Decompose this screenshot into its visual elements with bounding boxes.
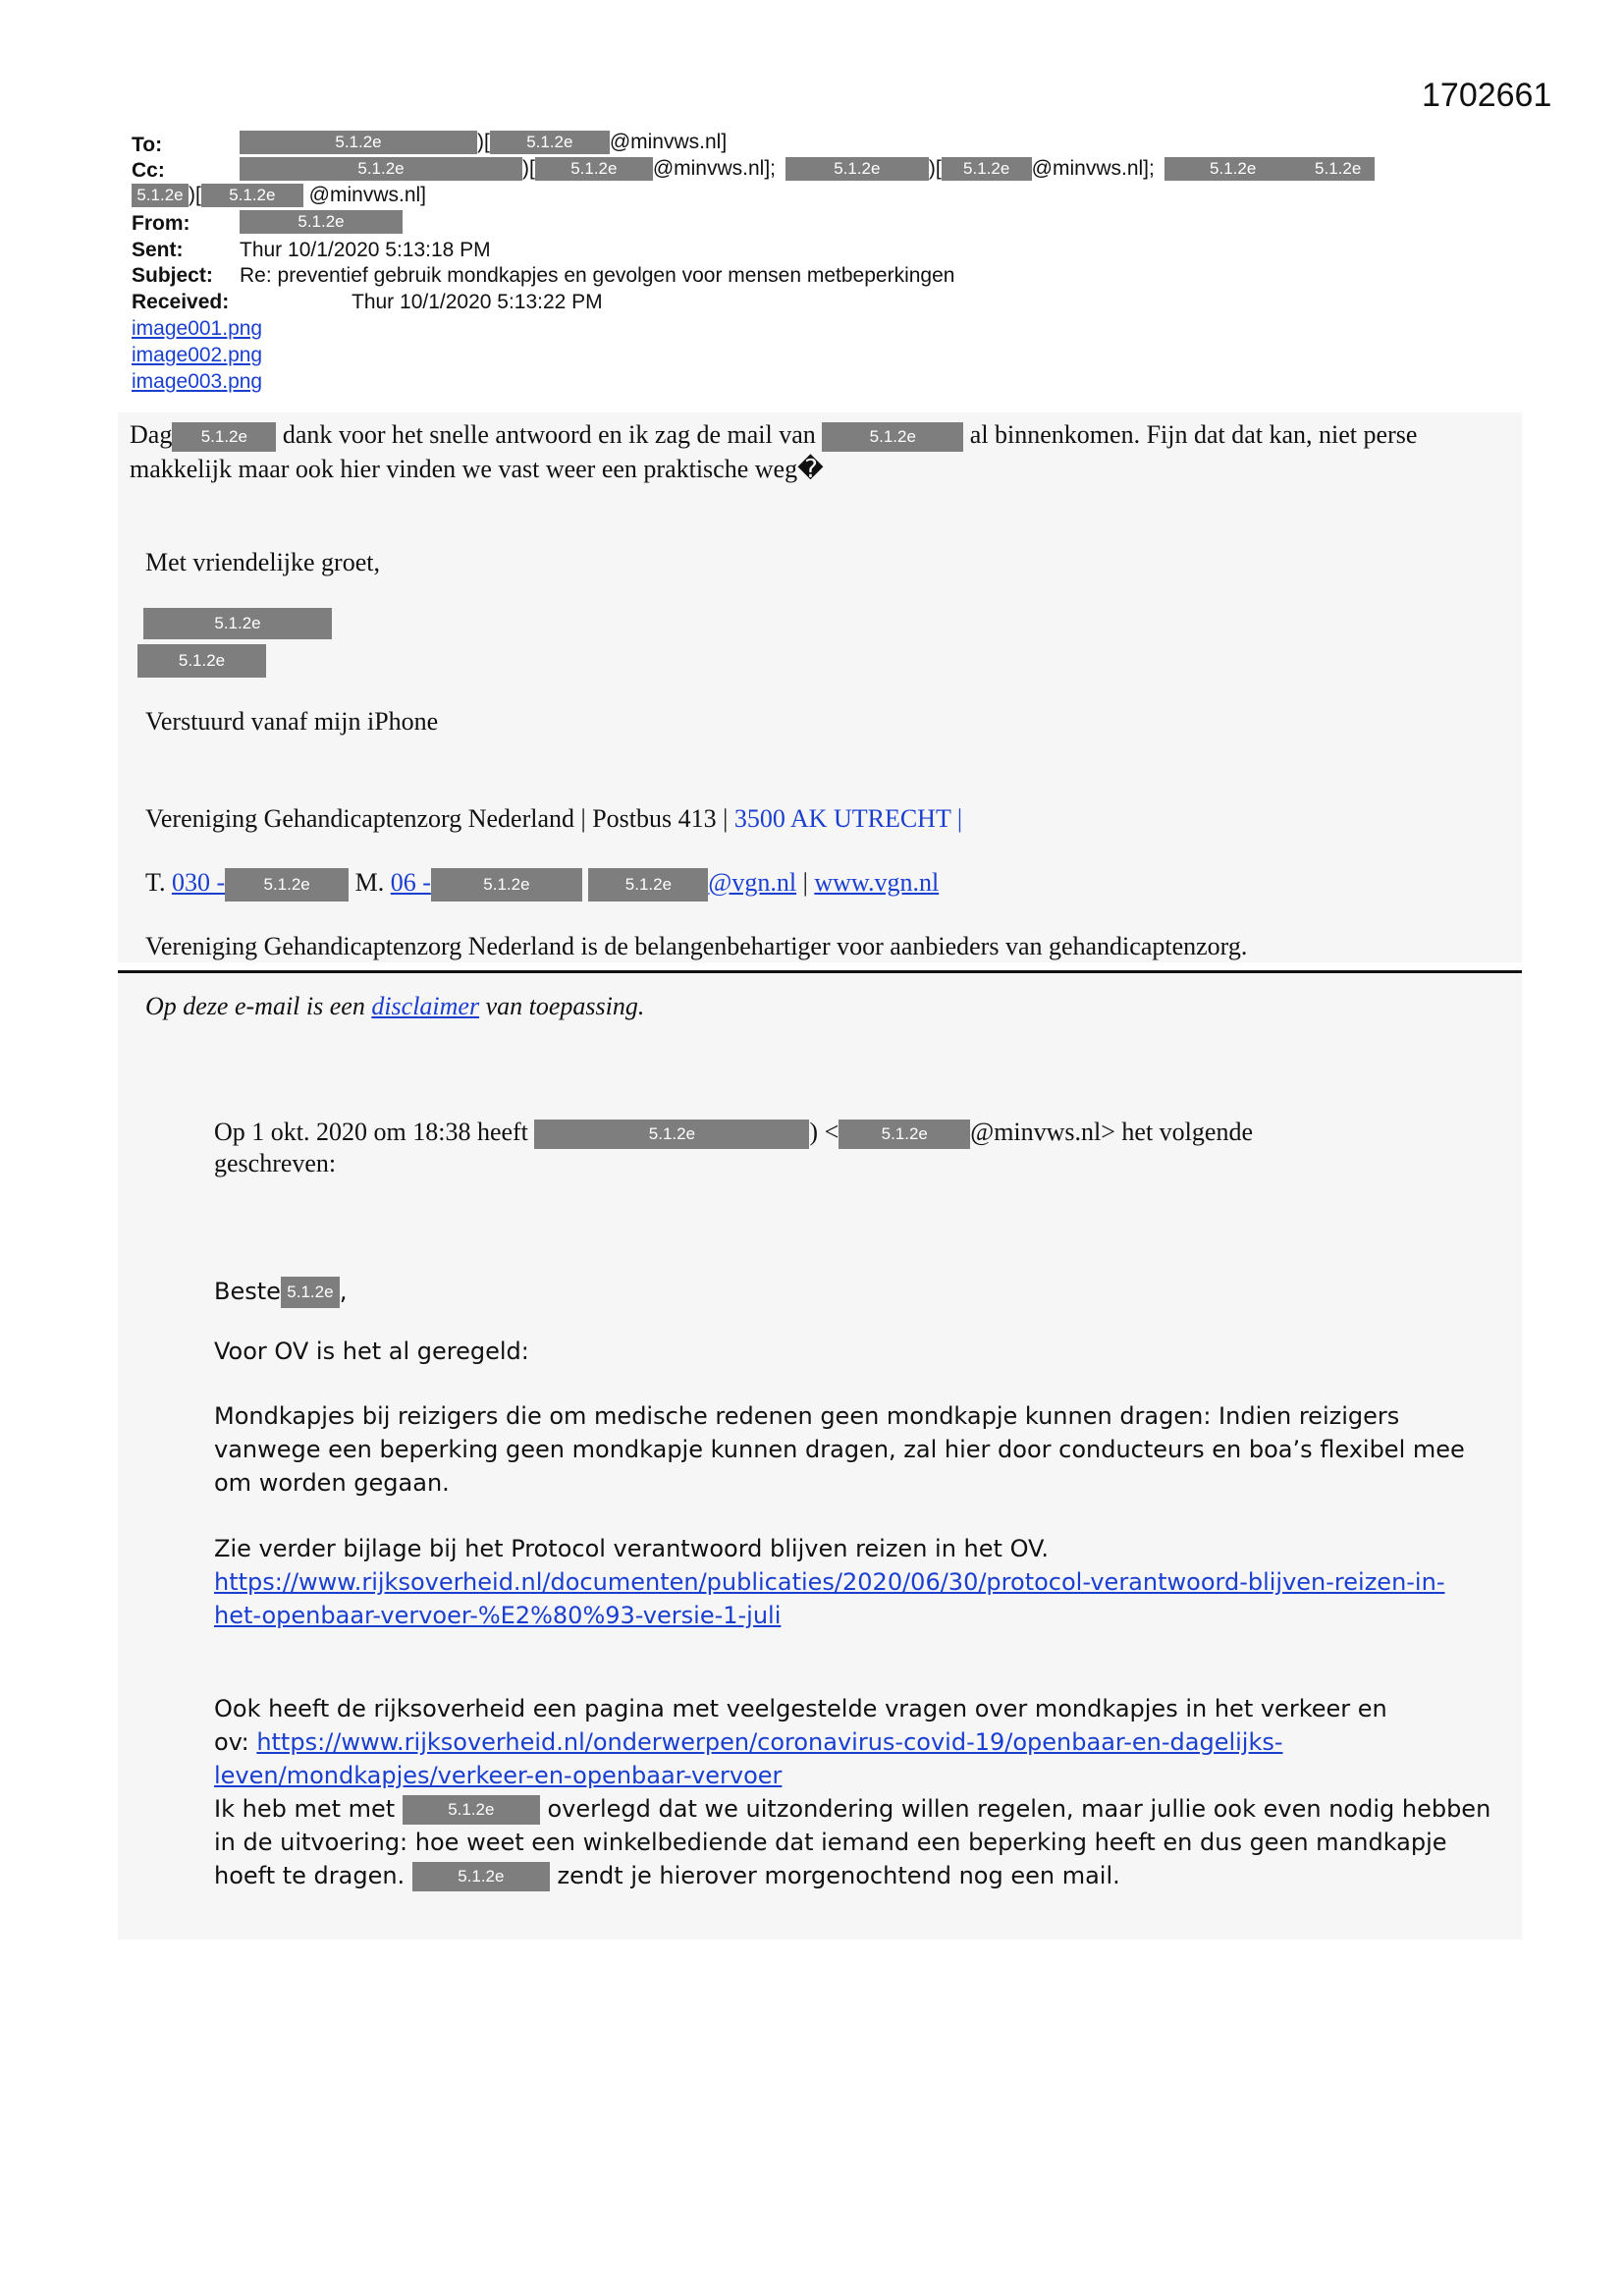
redaction: 5.1.2e [588,868,708,902]
paragraph: Ook heeft de rijksoverheid een pagina met veelgestelde vragen over mondkapjes in het verkeer en [214,1695,1387,1722]
faq-link[interactable]: leven/mondkapjes/verkeer-en-openbaar-vervoer [214,1762,783,1789]
received-value: Thur 10/1/2020 5:13:22 PM [352,291,603,313]
redaction: 5.1.2e [201,184,303,207]
redaction: 5.1.2e [137,644,266,678]
salutation: Beste 5.1.2e , [214,1275,348,1308]
redaction: 5.1.2e [172,422,276,452]
redaction: 5.1.2e [240,157,522,181]
redaction: 5.1.2e [132,184,189,207]
document-number: 1702661 [1422,77,1552,114]
attachment-link[interactable]: image001.png [132,317,263,340]
redaction: 5.1.2e [403,1795,540,1825]
redaction: 5.1.2e [281,1277,340,1308]
paragraph: Mondkapjes bij reizigers die om medische redenen geen mondkapje kunnen dragen: Indien reizigers [214,1402,1400,1430]
disclaimer-line: Op deze e-mail is een disclaimer van toepassing. [145,992,645,1020]
reply-line-2: makkelijk maar ook hier vinden we vast weer een praktische weg� [130,455,824,483]
cc-value-continued: 5.1.2e )[ 5.1.2e @minvws.nl] [132,182,426,208]
from-label: From: [132,212,190,235]
faq-link[interactable]: https://www.rijksoverheid.nl/onderwerpen/coronavirus-covid-19/openbaar-en-dagelijks- [256,1728,1283,1756]
sent-from-iphone: Verstuurd vanaf mijn iPhone [145,707,439,736]
paragraph: ov: https://www.rijksoverheid.nl/onderwerpen/coronavirus-covid-19/openbaar-en-dagelijks- [214,1728,1283,1756]
paragraph: om worden gegaan. [214,1469,450,1497]
redaction: 5.1.2e [1164,157,1302,181]
contact-line: T. 030 - 5.1.2e M. 06 - 5.1.2e 5.1.2e @vgn.nl | www.vgn.nl [145,866,939,902]
redaction: 5.1.2e [490,131,610,154]
phone-link[interactable]: 030 - [171,868,226,897]
signature-title [137,644,266,678]
paragraph: vanwege een beperking geen mondkapje kunnen dragen, zal hier door conducteurs en boa’s flexibel mee [214,1436,1465,1463]
attachment-link[interactable]: image002.png [132,344,263,366]
redaction: 5.1.2e [822,422,963,452]
website-link[interactable]: www.vgn.nl [814,868,940,897]
to-value: 5.1.2e )[ 5.1.2e @minvws.nl] [240,129,727,155]
received-label: Received: [132,291,230,313]
redaction: 5.1.2e [839,1120,970,1149]
reply-line-1: Dag 5.1.2e dank voor het snelle antwoord en ik zag de mail van 5.1.2e al binnenkomen. Fijn dat dat kan, niet perse [130,418,1417,452]
from-value [240,208,403,235]
org-address: Vereniging Gehandicaptenzorg Nederland | Postbus 413 | 3500 AK UTRECHT | [145,804,963,833]
quote-intro: Op 1 okt. 2020 om 18:38 heeft 5.1.2e ) < 5.1.2e @minvws.nl> het volgende [214,1116,1253,1149]
paragraph: Zie verder bijlage bij het Protocol verantwoord blijven reizen in het OV. [214,1535,1049,1562]
phone-link[interactable]: 06 - [390,868,431,897]
redaction: 5.1.2e [785,157,929,181]
subject-label: Subject: [132,264,213,287]
divider [118,970,1522,973]
org-description: Vereniging Gehandicaptenzorg Nederland is de belangenbehartiger voor aanbieders van gehandicaptenzorg. [145,932,1248,960]
sent-value: Thur 10/1/2020 5:13:18 PM [240,239,491,261]
subject-value: Re: preventief gebruik mondkapjes en gevolgen voor mensen metbeperkingen [240,264,955,287]
disclaimer-link[interactable]: disclaimer [371,992,480,1020]
redaction: 5.1.2e [1302,157,1375,181]
paragraph: in de uitvoering: hoe weet een winkelbediende dat iemand een beperking heeft en dus geen mandkapje [214,1829,1447,1856]
protocol-link[interactable]: het-openbaar-vervoer-%E2%80%93-versie-1-juli [214,1602,782,1629]
sent-label: Sent: [132,239,184,261]
quote-intro-2: geschreven: [214,1149,337,1177]
redaction: 5.1.2e [240,210,403,234]
paragraph: Voor OV is het al geregeld: [214,1338,529,1365]
redaction: 5.1.2e [225,868,349,902]
attachment-link[interactable]: image003.png [132,370,263,393]
to-label: To: [132,134,163,156]
signature-name [143,608,332,639]
redaction: 5.1.2e [431,868,582,902]
paragraph: hoeft te dragen. 5.1.2e zendt je hierover morgenochtend nog een mail. [214,1862,1120,1889]
redaction: 5.1.2e [942,157,1032,181]
redaction: 5.1.2e [535,157,653,181]
greeting: Met vriendelijke groet, [145,548,380,576]
cc-label: Cc: [132,159,165,182]
email-link[interactable]: @vgn.nl [708,868,797,897]
redaction: 5.1.2e [534,1120,809,1149]
cc-value: 5.1.2e )[ 5.1.2e @minvws.nl]; 5.1.2e )[ 5.1.2e @minvws.nl]; 5.1.2e 5.1.2e [240,155,1375,182]
paragraph: Ik heb met met 5.1.2e overlegd dat we uitzondering willen regelen, maar jullie ook even nodig hebben [214,1795,1491,1823]
redaction: 5.1.2e [143,608,332,639]
redaction: 5.1.2e [240,131,477,154]
redaction: 5.1.2e [412,1862,550,1891]
protocol-link[interactable]: https://www.rijksoverheid.nl/documenten/publicaties/2020/06/30/protocol-verantwoord-blijven-reizen-in- [214,1568,1445,1596]
